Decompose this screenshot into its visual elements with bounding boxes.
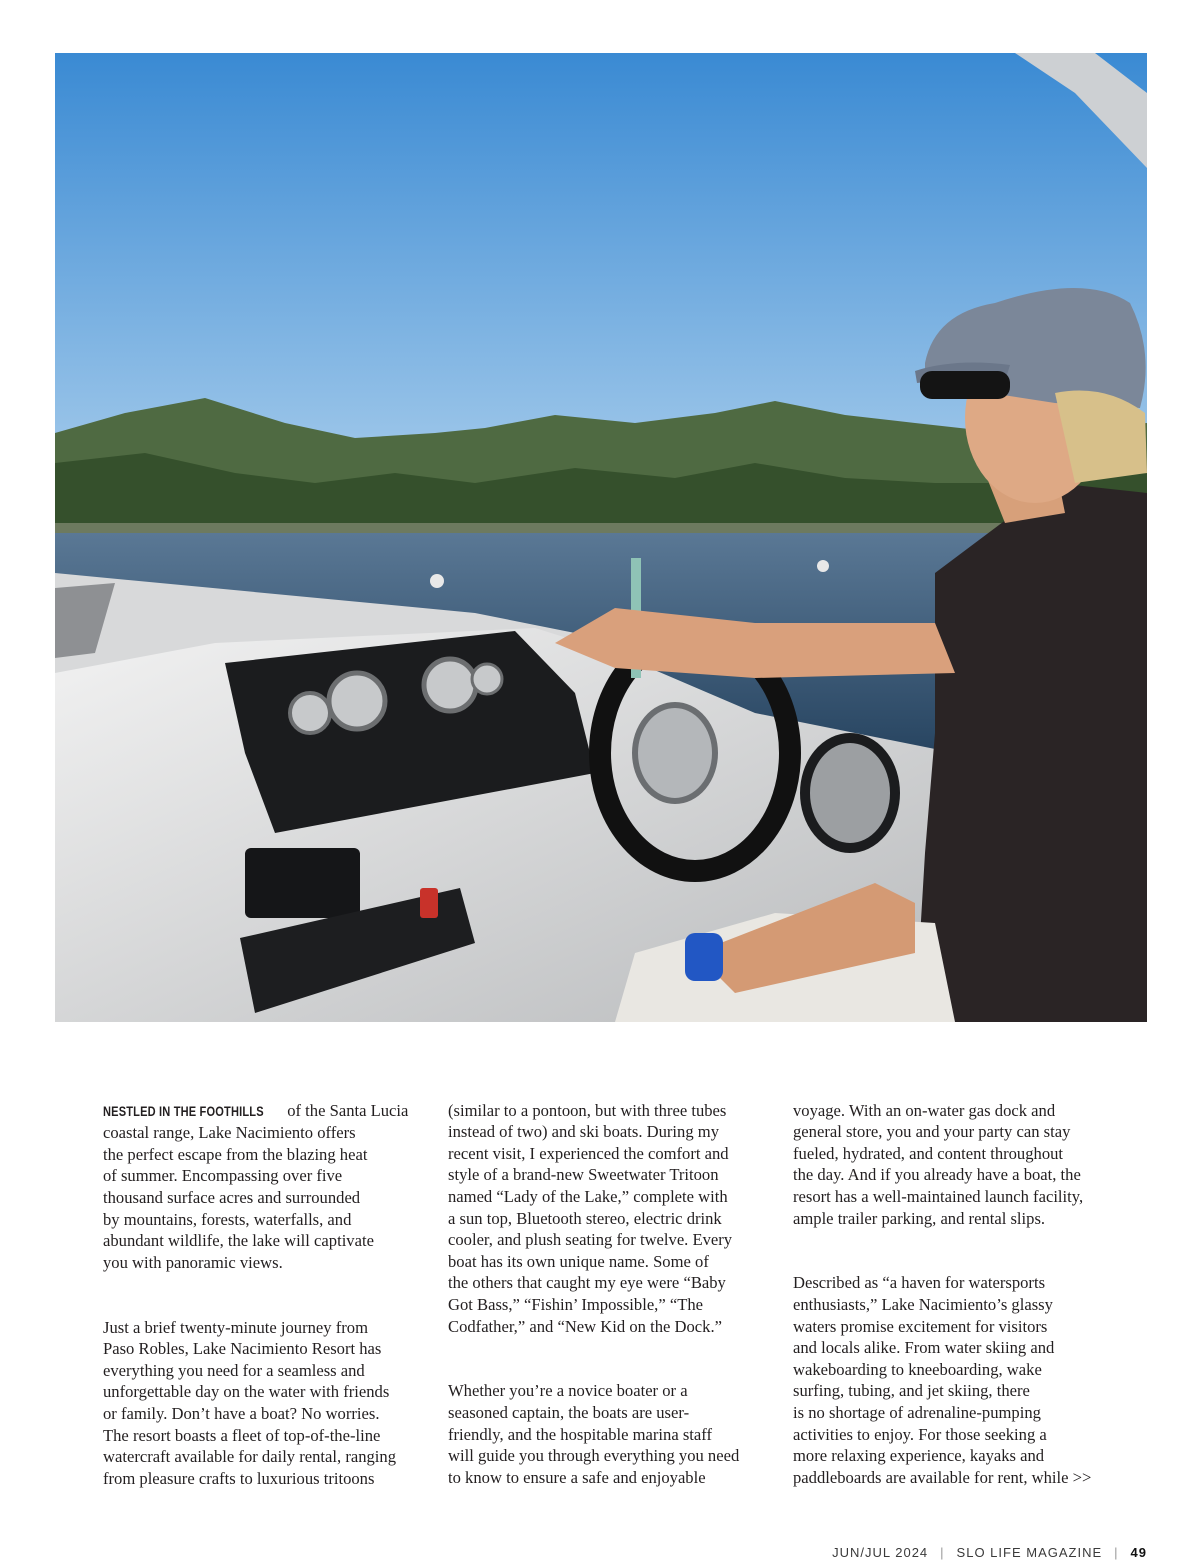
gauge <box>290 693 330 733</box>
paragraph: Described as “a haven for watersports enthusiasts,” Lake Nacimiento’s glassy waters promise excitement for visitors and locals alike. From water skiing and wakeboarding to kneeboarding, wake surfing, tubing, and jet skiing, there is no shortage of adrenaline-pumping activities to enjoy. For those seeking a more relaxing experience, kayaks and paddleboards are available for rent, while >> <box>793 1273 1092 1487</box>
paragraph: Just a brief twenty-minute journey from Paso Robles, Lake Nacimiento Resort has everything you need for a seamless and unforgettable day on the water with friends or family. Don’t have a boat? No worries. The resort boasts a fleet of top-of-the-line watercraft available for daily rental, ranging from pleasure crafts to luxurious tritoons <box>103 1317 397 1488</box>
person-shirt <box>915 483 1147 1022</box>
buoy <box>430 574 444 588</box>
paragraph: Whether you’re a novice boater or a seasoned captain, the boats are user- friendly, and the hospitable marina staff will guide you through everything you need to know to ensure a safe and enjoyable <box>448 1381 740 1487</box>
article-body <box>103 1078 1148 1488</box>
buoy <box>817 560 829 572</box>
paragraph-text: of the Santa Lucia coastal range, Lake Nacimiento offers the perfect escape from the blazing heat of summer. Encompassing over five thousand surface acres and surrounded by mountains, forests, waterfalls, and abundant wildlife, the lake will captivate you with panoramic views. <box>103 1100 409 1272</box>
issue-date: JUN/JUL 2024 <box>832 1545 929 1560</box>
red-switch <box>420 888 438 918</box>
stereo-unit <box>245 848 360 918</box>
throttle <box>805 738 895 848</box>
magazine-name: SLO LIFE MAGAZINE <box>956 1545 1103 1560</box>
sunglasses <box>920 371 1010 399</box>
article-column-2 <box>448 1078 778 1531</box>
hero-photo <box>55 53 1147 1022</box>
footer-separator: | <box>1114 1545 1119 1560</box>
watch <box>685 933 723 981</box>
gauge <box>472 664 502 694</box>
page-number: 49 <box>1130 1545 1147 1560</box>
lead-in: NESTLED IN THE FOOTHILLS <box>103 1103 264 1119</box>
footer-separator: | <box>940 1545 945 1560</box>
wheel-hub <box>635 705 715 801</box>
gauge <box>424 659 476 711</box>
article-column-3 <box>793 1078 1138 1531</box>
article-column-1 <box>103 1078 433 1532</box>
paragraph: (similar to a pontoon, but with three tubes instead of two) and ski boats. During my recent visit, I experienced the comfort and style of a brand-new Sweetwater Tritoon named “Lady of the Lake,” complete with a sun top, Bluetooth stereo, electric drink cooler, and plush seating for twelve. Every boat has its own unique name. Some of the others that caught my eye were “Baby Got Bass,” “Fishin’ Impossible,” “The Codfather,” and “New Kid on the Dock.” <box>448 1100 733 1336</box>
boat-driver-photo <box>55 53 1147 1022</box>
gauge <box>329 673 385 729</box>
paragraph: voyage. With an on-water gas dock and general store, you and your party can stay fueled, hydrated, and content throughout the day. And if you already have a boat, the resort has a well-maintained launch facility, ample trailer parking, and rental slips. <box>793 1100 1084 1228</box>
paragraph <box>103 1100 433 1274</box>
